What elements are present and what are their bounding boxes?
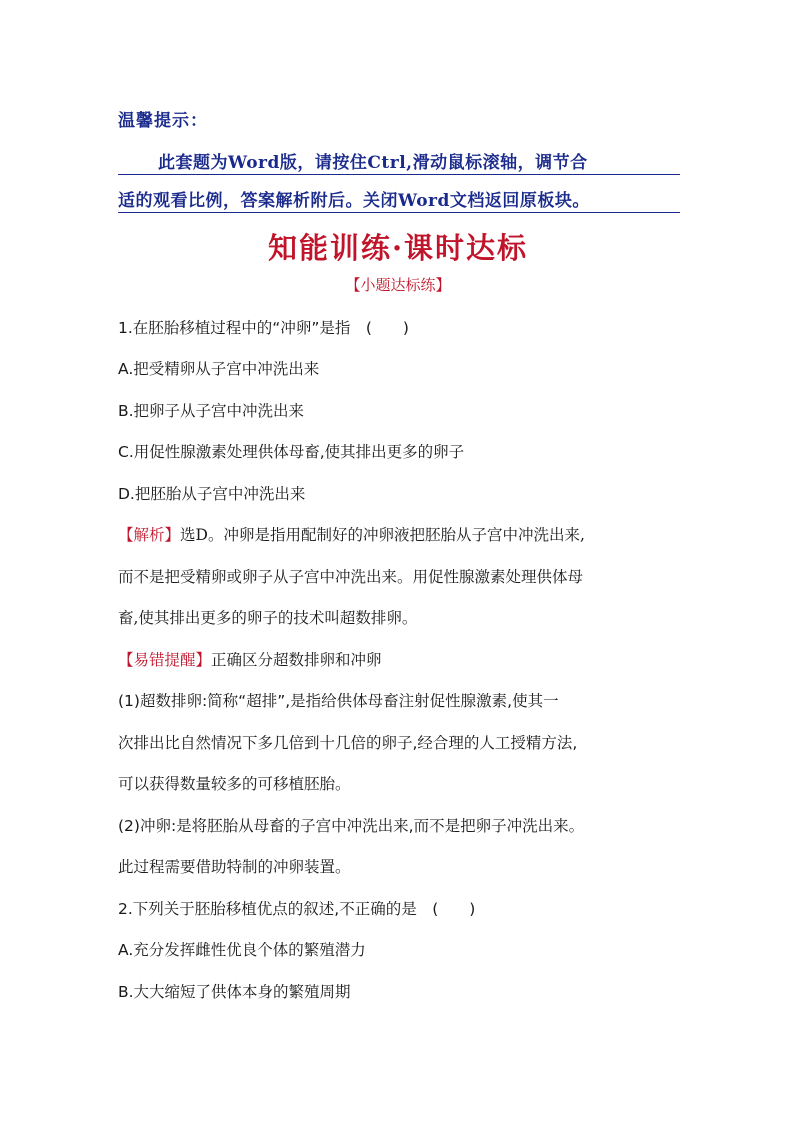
question-1-option-c: C.用促性腺激素处理供体母畜,使其排出更多的卵子 — [118, 443, 465, 461]
notice-line-2: 适的观看比例，答案解析附后。关闭Word文档返回原板块。 — [118, 186, 680, 213]
tip-line-2: 次排出比自然情况下多几倍到十几倍的卵子,经合理的人工授精方法, — [118, 734, 578, 752]
tip-line-1: (1)超数排卵:简称“超排”,是指给供体母畜注射促性腺激素,使其一 — [118, 692, 559, 710]
tip-line-3: 可以获得数量较多的可移植胚胎。 — [118, 775, 351, 793]
tip-heading-line — [118, 648, 382, 670]
analysis-line-1 — [118, 523, 585, 545]
analysis-text-1: 选D。冲卵是指用配制好的冲卵液把胚胎从子宫中冲洗出来, — [180, 526, 585, 544]
question-1-option-d: D.把胚胎从子宫中冲洗出来 — [118, 485, 306, 503]
notice-title: 温馨提示： — [118, 111, 208, 131]
tip-line-4: (2)冲卵:是将胚胎从母畜的子宫中冲洗出来,而不是把卵子冲洗出来。 — [118, 817, 585, 835]
question-2-stem: 2.下列关于胚胎移植优点的叙述,不正确的是 ( ) — [118, 900, 476, 918]
question-1-option-b: B.把卵子从子宫中冲洗出来 — [118, 402, 305, 420]
analysis-line-2: 而不是把受精卵或卵子从子宫中冲洗出来。用促性腺激素处理供体母 — [118, 568, 584, 586]
question-2-option-b: B.大大缩短了供体本身的繁殖周期 — [118, 983, 351, 1001]
main-title: 知能训练·课时达标 — [267, 231, 529, 265]
section-title: 【小题达标练】 — [345, 276, 451, 294]
analysis-tag: 【解析】 — [118, 526, 181, 544]
analysis-line-3: 畜,使其排出更多的卵子的技术叫超数排卵。 — [118, 609, 418, 627]
tip-heading: 正确区分超数排卵和冲卵 — [211, 651, 382, 669]
question-1-option-a: A.把受精卵从子宫中冲洗出来 — [118, 360, 320, 378]
tip-line-5: 此过程需要借助特制的冲卵装置。 — [118, 858, 351, 876]
notice-line-1: 此套题为Word版，请按住Ctrl,滑动鼠标滚轴，调节合 — [118, 148, 680, 175]
question-1-stem: 1.在胚胎移植过程中的“冲卵”是指 ( ) — [118, 319, 409, 337]
question-2-option-a: A.充分发挥雌性优良个体的繁殖潜力 — [118, 941, 366, 959]
tip-tag: 【易错提醒】 — [118, 651, 212, 669]
